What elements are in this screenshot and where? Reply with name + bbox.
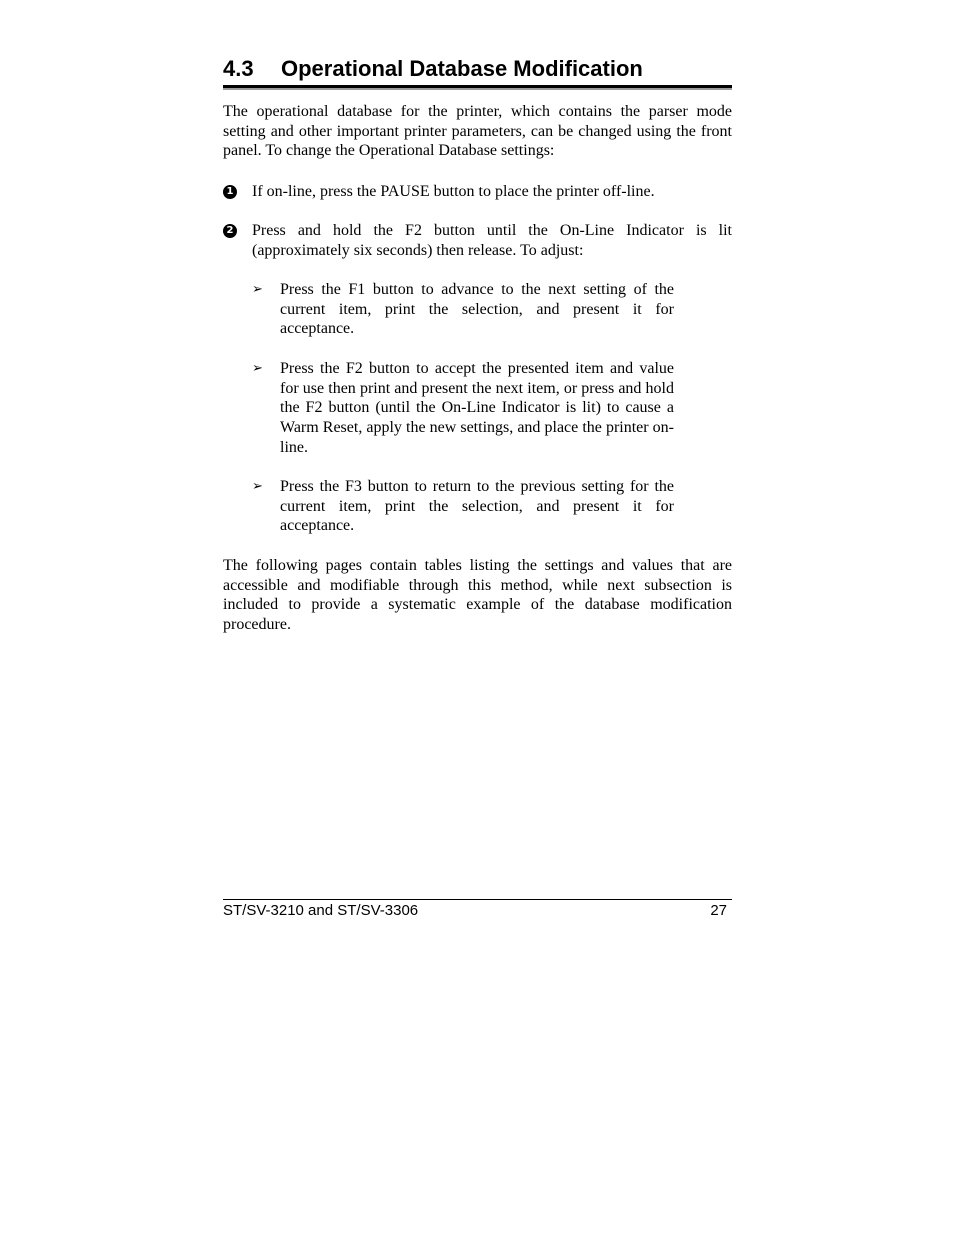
footer-model-name: ST/SV-3210 and ST/SV-3306: [223, 902, 419, 919]
bullet-text: Press the F1 button to advance to the next setting of the current item, print the selection, and present it for acceptance.: [280, 281, 674, 338]
arrowhead-bullet-icon: ➢: [252, 361, 263, 376]
closing-paragraph: The following pages contain tables listing the settings and values that are accessible and modifiable through this method, while next subsection is included to provide a systematic example of the database modification procedure.: [223, 557, 732, 634]
step-text: If on-line, press the PAUSE button to place the printer off-line.: [252, 183, 655, 200]
bullet-item-f3: [252, 477, 674, 536]
step-1: [223, 182, 732, 202]
section-title: Operational Database Modification: [281, 56, 643, 81]
bullet-text: Press the F3 button to return to the previous setting for the current item, print the selection, and present it for acceptance.: [280, 478, 674, 535]
step-number-2-icon: 2: [223, 224, 237, 238]
bullet-item-f1: [252, 280, 674, 339]
document-page: [223, 0, 732, 1235]
bullet-item-f2: [252, 359, 674, 458]
section-heading: [223, 54, 732, 84]
step-2: [223, 221, 732, 260]
step-text: Press and hold the F2 button until the On-Line Indicator is lit (approximately six seconds) then release. To adjust:: [252, 222, 732, 259]
intro-paragraph: The operational database for the printer, which contains the parser mode setting and other important printer parameters, can be changed using the front panel. To change the Operational Database settings:: [223, 103, 732, 160]
bullet-text: Press the F2 button to accept the presented item and value for use then print and present the next item, or press and hold the F2 button (until the On-Line Indicator is lit) to cause a Warm Reset, apply the new settings, and place the printer on-line.: [280, 360, 674, 456]
footer-page-number: 27: [710, 902, 727, 919]
arrowhead-bullet-icon: ➢: [252, 479, 263, 494]
section-number: 4.3: [223, 56, 254, 81]
arrowhead-bullet-icon: ➢: [252, 282, 263, 297]
footer-divider: [223, 899, 732, 900]
heading-underline: [223, 85, 732, 88]
step-number-1-icon: 1: [223, 185, 237, 199]
